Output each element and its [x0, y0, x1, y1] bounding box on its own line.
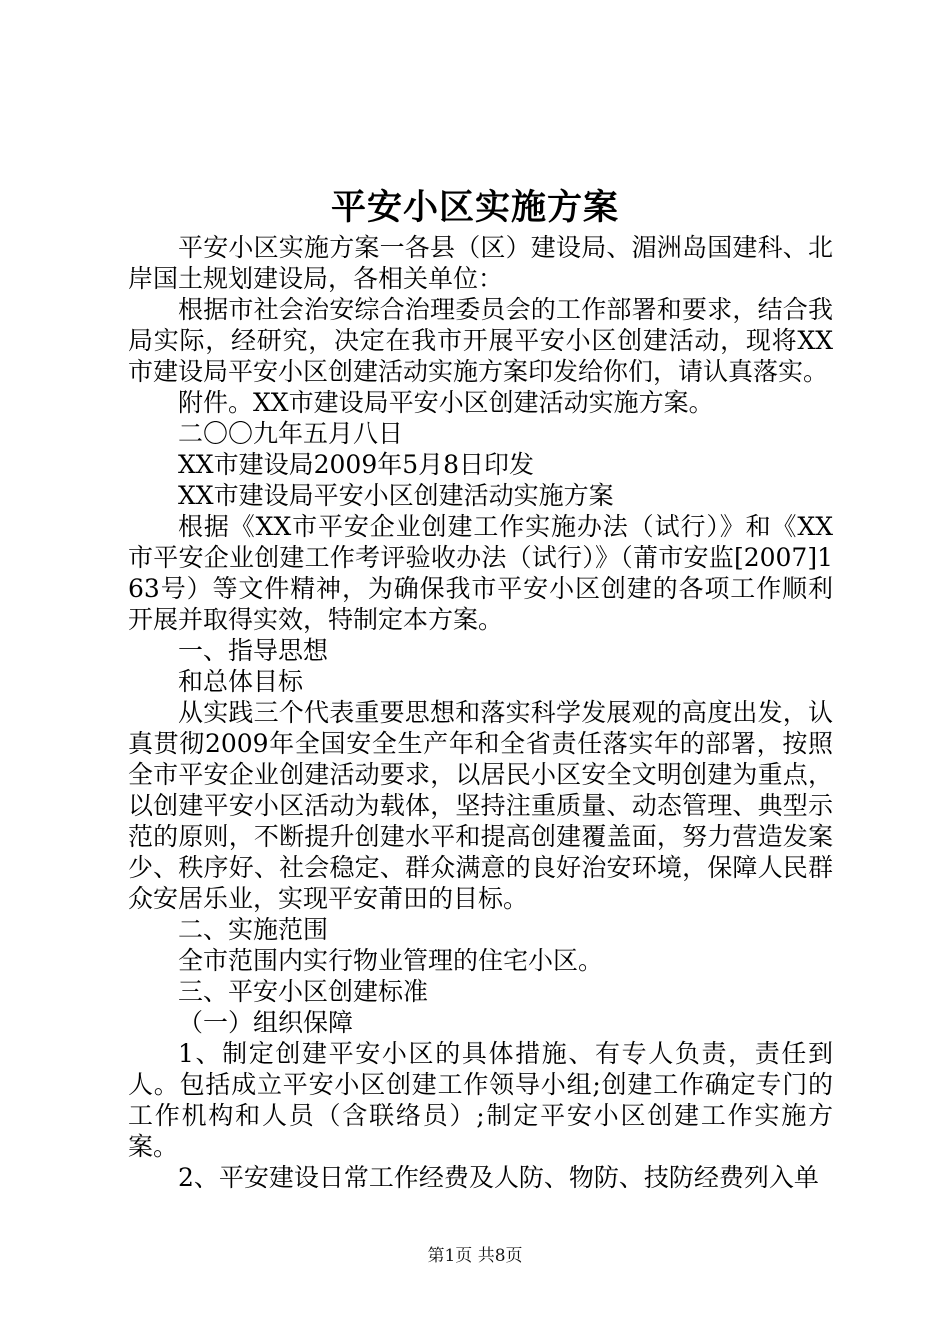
paragraph: 2、平安建设日常工作经费及人防、物防、技防经费列入单 [178, 1163, 819, 1192]
subsection-heading: （一）组织保障 [178, 1008, 354, 1037]
paragraph: 全市范围内实行物业管理的住宅小区。 [178, 946, 604, 975]
paragraph: XX市建设局平安小区创建活动实施方案 [178, 481, 614, 510]
section-heading: 三、平安小区创建标准 [178, 977, 429, 1006]
page-footer: 第1页 共8页 [427, 1246, 523, 1266]
paragraph: 二〇〇九年五月八日 [178, 419, 404, 448]
paragraph: XX市建设局2009年5月8日印发 [178, 450, 535, 479]
paragraph: 和总体目标 [178, 667, 304, 696]
paragraph: 1、制定创建平安小区的具体措施、有专人负责，责任到人。包括成立平安小区创建工作领导小组;创建工作确定专门的工作机构和人员（含联络员）;制定平安小区创建工作实施方案。 [128, 1039, 833, 1161]
paragraph: 从实践三个代表重要思想和落实科学发展观的高度出发，认真贯彻2009年全国安全生产年和全省责任落实年的部署，按照全市平安企业创建活动要求，以居民小区安全文明创建为重点，以创建平安小区活动为载体，坚持注重质量、动态管理、典型示范的原则，不断提升创建水平和提高创建覆盖面，努力营造发案少、秩序好、社会稳定、群众满意的良好治安环境，保障人民群众安居乐业，实现平安莆田的目标。 [128, 698, 833, 913]
paragraph: 根据市社会治安综合治理委员会的工作部署和要求，结合我局实际，经研究，决定在我市开展平安小区创建活动，现将XX市建设局平安小区创建活动实施方案印发给你们，请认真落实。 [128, 295, 833, 386]
paragraph: 附件。XX市建设局平安小区创建活动实施方案。 [178, 388, 714, 417]
document-title: 平安小区实施方案 [330, 187, 619, 228]
paragraph: 根据《XX市平安企业创建工作实施办法（试行）》和《XX市平安企业创建工作考评验收办法（试行）》（莆市安监[2007]163号）等文件精神，为确保我市平安小区创建的各项工作顺利开展并取得实效，特制定本方案。 [128, 512, 833, 634]
document-body [128, 232, 833, 1193]
paragraph: 平安小区实施方案一各县（区）建设局、湄洲岛国建科、北岸国土规划建设局，各相关单位： [128, 233, 833, 293]
section-heading: 一、指导思想 [178, 636, 329, 665]
section-heading: 二、实施范围 [178, 915, 329, 944]
